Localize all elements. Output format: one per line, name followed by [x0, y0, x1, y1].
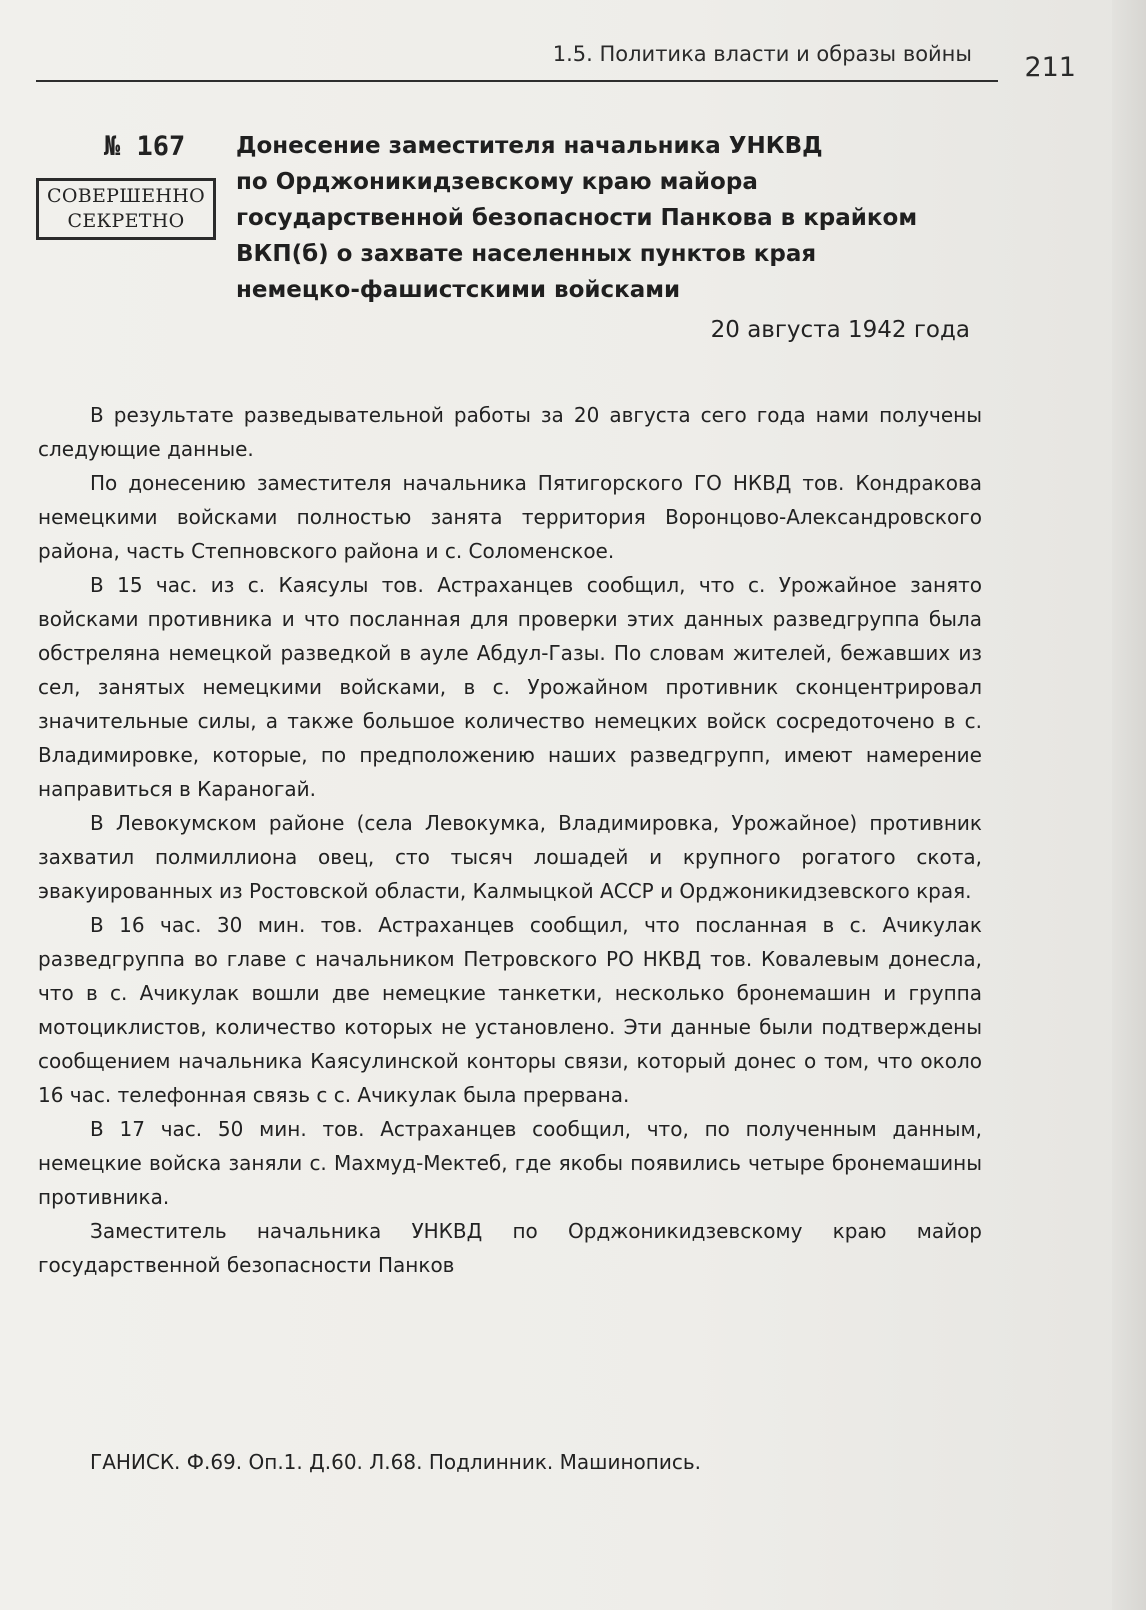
archive-source: ГАНИСК. Ф.69. Оп.1. Д.60. Л.68. Подлинник. Машинопись. [90, 1450, 701, 1474]
paragraph: В 17 час. 50 мин. тов. Астраханцев сообщил, что, по полученным данным, немецкие войска заняли с. Махмуд-Мектеб, где якобы появились четыре бронемашины противника. [38, 1117, 982, 1209]
document-number: № 167 [104, 131, 186, 162]
title-line: немецко-фашистскими войсками [236, 277, 681, 303]
secrecy-stamp [36, 178, 216, 240]
paragraph: В Левокумском районе (села Левокумка, Владимировка, Урожайное) противник захватил полмиллиона овец, сто тысяч лошадей и крупного рогатого скота, эвакуированных из Ростовской области, Калмыцкой АССР и Орджоникидзевского края. [38, 811, 982, 903]
page-edge-shadow [1112, 0, 1146, 1610]
paragraph: В результате разведывательной работы за 20 августа сего года нами получены следующие данные. [38, 403, 982, 461]
document-title [236, 128, 996, 308]
signature: Заместитель начальника УНКВД по Орджоникидзевскому краю майор государственной безопасности Панков [38, 1219, 982, 1277]
header-rule [36, 80, 998, 82]
running-head: 1.5. Политика власти и образы войны [552, 42, 972, 66]
title-line: ВКП(б) о захвате населенных пунктов края [236, 241, 817, 267]
stamp-line-2: СЕКРЕТНО [67, 210, 185, 232]
paragraph: В 15 час. из с. Каясулы тов. Астраханцев сообщил, что с. Урожайное занято войсками противника и что посланная для проверки этих данных разведгруппа была обстреляна немецкой разведкой в ауле Абдул-Газы. По словам жителей, бежавших из сел, занятых немецкими войсками, в с. Урожайном противник сконцентрировал значительные силы, а также большое количество немецких войск сосредоточено в с. Владимировке, которые, по предположению наших разведгрупп, имеют намерение направиться в Караногай. [38, 573, 982, 801]
title-line: Донесение заместителя начальника УНКВД [236, 133, 823, 159]
paragraph: По донесению заместителя начальника Пятигорского ГО НКВД тов. Кондракова немецкими войсками полностью занята территория Воронцово-Александровского района, часть Степновского района и с. Соломенское. [38, 471, 982, 563]
title-line: по Орджоникидзевскому краю майора [236, 169, 758, 195]
page-header [36, 38, 1076, 88]
page-number: 211 [1024, 52, 1076, 83]
title-line: государственной безопасности Панкова в крайком [236, 205, 918, 231]
document-date: 20 августа 1942 года [710, 317, 970, 343]
stamp-line-1: СОВЕРШЕННО [47, 185, 205, 207]
document-body [38, 398, 982, 1282]
paragraph: В 16 час. 30 мин. тов. Астраханцев сообщил, что посланная в с. Ачикулак разведгруппа во главе с начальником Петровского РО НКВД тов. Ковалевым донесла, что в с. Ачикулак вошли две немецкие танкетки, несколько бронемашин и группа мотоциклистов, количество которых не установлено. Эти данные были подтверждены сообщением начальника Каясулинской конторы связи, который донес о том, что около 16 час. телефонная связь с с. Ачикулак была прервана. [38, 913, 982, 1107]
